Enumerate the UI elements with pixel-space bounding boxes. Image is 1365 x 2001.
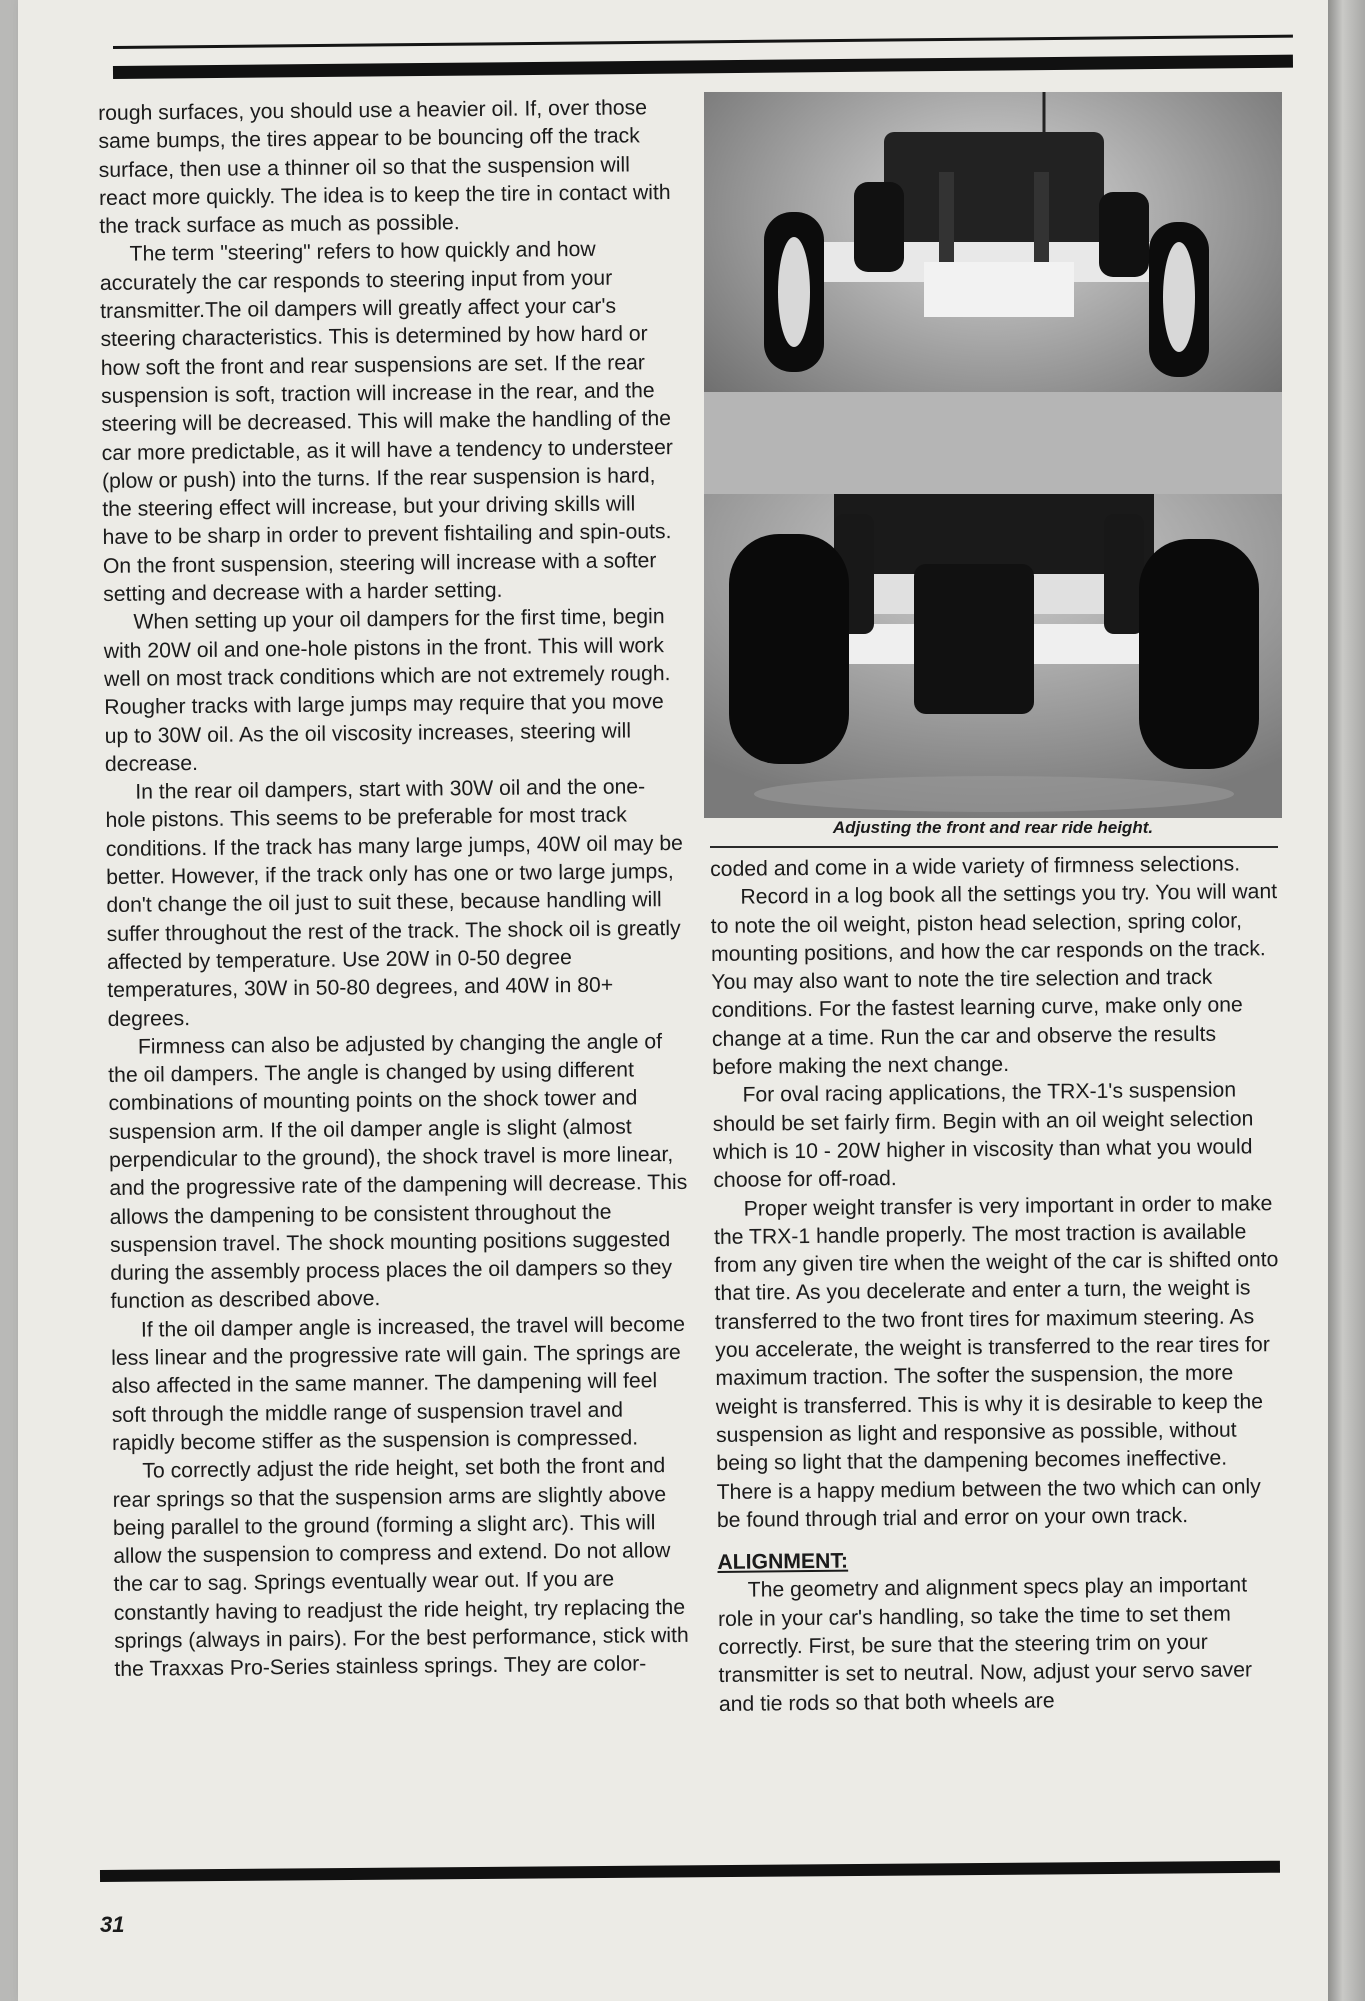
top-thin-rule — [113, 35, 1293, 49]
paragraph: If the oil damper angle is increased, the travel will become less linear and the progressive rate will gain. The springs are also affected in the same manner. The dampening will feel soft through the middle range of suspension travel and rapidly become stiffer as the suspension is compressed. — [111, 1312, 686, 1455]
page-edge — [1328, 0, 1365, 2001]
rear-suspension-photo — [704, 494, 1282, 818]
paragraph: To correctly adjust the ride height, set both the front and rear springs so that the suspension arms are slightly above being parallel to the ground (forming a slight arc). This will allow the suspension to compress and extend. Do not allow the car to sag. Springs eventually wear out. If you are constantly having to readjust the ride height, try replacing the springs (always in pairs). For the best performance, stick with the Traxxas Pro-Series stainless springs. They are color- — [112, 1454, 689, 1682]
paragraph: The term "steering" refers to how quickly and how accurately the car responds to steering input from your transmitter.The oil dampers will greatly affect your car's steering characteristics. This is determined by how hard or how soft the front and rear suspensions are set. If the rear suspension is soft, traction will increase in the rear, and the steering will be decreased. This will make the handling of the car more predictable, as it will have a tendency to understeer (plow or push) into the turns. If the rear suspension is hard, the steering effect will increase, but your driving skills will have to be sharp in order to prevent fishtailing and spin-outs. On the front suspension, steering will increase with a softer setting and decrease with a harder setting. — [99, 238, 673, 607]
paragraph: Firmness can also be adjusted by changing the angle of the oil dampers. The angle is changed by using different combinations of mounting points on the shock tower and suspension arm. If the oil damper angle is slight (almost perpendicular to the ground), the shock travel is more linear, and the progressive rate of the dampening will decrease. This allows the dampening to be consistent throughout the suspension travel. The shock mounting positions suggested during the assembly process places the oil dampers so they function as described above. — [108, 1029, 688, 1314]
front-suspension-photo — [704, 92, 1282, 497]
paragraph: In the rear oil dampers, start with 30W oil and the one-hole pistons. This seems to be preferable for most track conditions. If the track has many large jumps, 40W oil may be better. However, if the track only has one or two large jumps, don't change the oil just to suit these, because handling will suffer throughout the rest of the track. The shock oil is greatly affected by temperature. Use 20W in 0-50 degree temperatures, 30W in 50-80 degrees, and 40W in 80+ degrees. — [105, 775, 683, 1031]
paragraph: The geometry and alignment specs play an important role in your car's handling, so take the time to set them correctly. First, be sure that the steering trim on your transmitter is set to neutral. Now, adjust your servo saver and tie rods so that both wheels are — [717, 1573, 1253, 1716]
page-number: 31 — [100, 1912, 125, 1937]
top-thick-rule — [113, 55, 1293, 79]
photo-caption: Adjusting the front and rear ride height. — [832, 818, 1154, 837]
paragraph: For oval racing applications, the TRX-1's suspension should be set fairly firm. Begin with an oil weight selection which is 10 - 20W higher in viscosity than what you would choose for off-road. — [712, 1078, 1254, 1193]
paragraph: coded and come in a wide variety of firmness selections. — [710, 852, 1241, 881]
caption-rule — [710, 846, 1278, 848]
section-heading: ALIGNMENT: — [717, 1549, 849, 1575]
paragraph: Record in a log book all the settings you try. You will want to note the oil weight, piston head selection, spring color, mounting positions, and how the car responds on the track. You may also want to note the tire selection and track conditions. For the fastest learning curve, make only one change at a time. Run the car and observe the results before making the next change. — [710, 880, 1278, 1080]
paragraph: Proper weight transfer is very important in order to make the TRX-1 handle properly. The most traction is available from any given tire when the weight of the car is shifted onto that tire. As you decelerate and enter a turn, the weight is transferred to the two front tires for maximum steering. As you accelerate, the weight is transferred to the rear tires for maximum traction. The softer the suspension, the more weight is transferred. This is why it is desirable to keep the suspension as light and responsive as possible, without being so light that the dampening becomes ineffective. There is a happy medium between the two which can only be found through trial and error on your own track. — [713, 1191, 1279, 1532]
right-text-column — [710, 850, 1290, 1846]
paragraph: When setting up your oil dampers for the first time, begin with 20W oil and one-hole pistons in the front. This will work well on most track conditions which are not extremely rough. Rougher tracks with large jumps may require that you move up to 30W oil. As the oil viscosity increases, steering will decrease. — [103, 605, 671, 776]
left-text-column — [98, 94, 694, 1840]
paragraph: rough surfaces, you should use a heavier oil. If, over those same bumps, the tires appear to be bouncing off the track surface, then use a thinner oil so that the suspension will react more quickly. The idea is to keep the tire in contact with the track surface as much as possible. — [98, 96, 671, 239]
